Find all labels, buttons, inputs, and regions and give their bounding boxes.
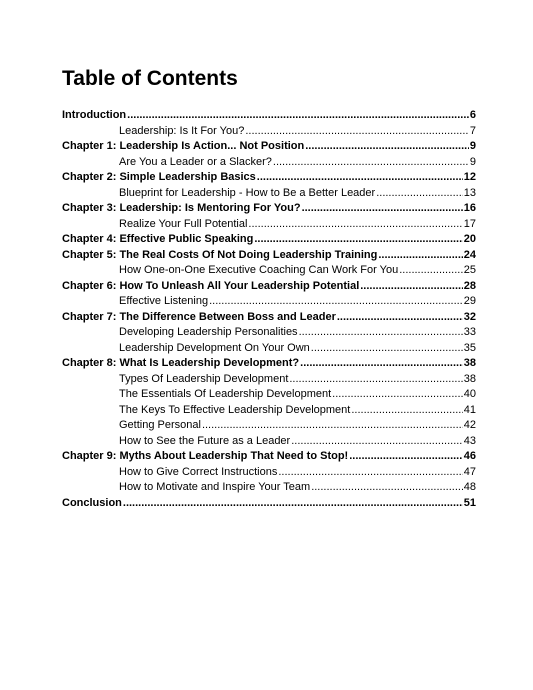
toc-page-number: 9 bbox=[469, 155, 476, 168]
toc-page-number: 33 bbox=[463, 326, 476, 338]
toc-page-number: 40 bbox=[463, 388, 476, 400]
toc-dot-leader bbox=[311, 341, 463, 357]
toc-page-number: 29 bbox=[463, 295, 476, 307]
toc-entry-label: Chapter 8: What Is Leadership Development? bbox=[62, 357, 300, 369]
toc-dot-leader bbox=[127, 108, 469, 124]
toc-page-number: 13 bbox=[463, 186, 476, 199]
toc-entry-label: How One-on-One Executive Coaching Can Work For You bbox=[119, 264, 399, 276]
toc-section-entry bbox=[62, 372, 476, 388]
toc-page-number: 17 bbox=[463, 217, 476, 230]
toc-dot-leader bbox=[273, 155, 469, 171]
toc-entry-label: Getting Personal bbox=[119, 419, 201, 431]
toc-chapter-entry bbox=[62, 496, 476, 512]
toc-entry-label: Developing Leadership Personalities bbox=[119, 326, 298, 338]
toc-chapter-entry bbox=[62, 170, 476, 186]
toc-chapter-entry bbox=[62, 201, 476, 217]
toc-entry-label: Realize Your Full Potential bbox=[119, 217, 248, 230]
toc-section-entry bbox=[62, 263, 476, 279]
toc-page-number: 24 bbox=[463, 248, 476, 261]
toc-page-number: 6 bbox=[469, 109, 476, 121]
toc-section-entry bbox=[62, 186, 476, 202]
toc-section-entry bbox=[62, 465, 476, 481]
toc-chapter-entry bbox=[62, 139, 476, 155]
toc-dot-leader bbox=[360, 279, 463, 295]
toc-dot-leader bbox=[289, 372, 462, 388]
toc-dot-leader bbox=[337, 310, 463, 326]
toc-dot-leader bbox=[300, 356, 463, 372]
toc-dot-leader bbox=[202, 418, 463, 434]
toc-page-number: 12 bbox=[463, 171, 476, 183]
toc-page-number: 48 bbox=[463, 481, 476, 493]
toc-entry-label: The Essentials Of Leadership Development bbox=[119, 388, 332, 400]
toc-entry-label: How to See the Future as a Leader bbox=[119, 434, 291, 447]
toc-chapter-entry bbox=[62, 248, 476, 264]
toc-entry-label: Introduction bbox=[62, 109, 127, 121]
toc-page-number: 38 bbox=[463, 357, 476, 369]
toc-entry-label: Blueprint for Leadership - How to Be a Better Leader bbox=[119, 186, 376, 199]
toc-page-number: 25 bbox=[463, 264, 476, 276]
toc-entry-label: Are You a Leader or a Slacker? bbox=[119, 155, 272, 168]
toc-page-number: 7 bbox=[469, 124, 476, 137]
toc-dot-leader bbox=[302, 201, 463, 217]
toc-entry-label: Leadership: Is It For You? bbox=[119, 124, 245, 137]
toc-dot-leader bbox=[299, 325, 463, 341]
toc-page-number: 16 bbox=[463, 202, 476, 214]
toc-dot-leader bbox=[257, 170, 463, 186]
toc-dot-leader bbox=[376, 186, 463, 202]
toc-section-entry bbox=[62, 480, 476, 496]
toc-section-entry bbox=[62, 325, 476, 341]
toc-page-number: 43 bbox=[463, 434, 476, 447]
table-of-contents bbox=[62, 108, 476, 511]
toc-dot-leader bbox=[278, 465, 462, 481]
toc-section-entry bbox=[62, 418, 476, 434]
toc-page-number: 28 bbox=[463, 279, 476, 292]
toc-entry-label: Chapter 1: Leadership Is Action... Not Position bbox=[62, 140, 305, 152]
toc-entry-label: Chapter 9: Myths About Leadership That Need to Stop! bbox=[62, 450, 349, 462]
toc-entry-label: Chapter 5: The Real Costs Of Not Doing Leadership Training bbox=[62, 248, 378, 261]
toc-page-number: 35 bbox=[463, 341, 476, 354]
toc-dot-leader bbox=[378, 248, 462, 264]
toc-page-number: 32 bbox=[463, 310, 476, 323]
toc-chapter-entry bbox=[62, 356, 476, 372]
toc-entry-label: Chapter 4: Effective Public Speaking bbox=[62, 233, 254, 245]
toc-entry-label: Chapter 6: How To Unleash All Your Leadership Potential bbox=[62, 279, 360, 292]
toc-entry-label: Chapter 2: Simple Leadership Basics bbox=[62, 171, 256, 183]
toc-entry-label: Chapter 7: The Difference Between Boss and Leader bbox=[62, 310, 336, 323]
toc-dot-leader bbox=[248, 217, 462, 233]
toc-dot-leader bbox=[351, 403, 462, 419]
toc-dot-leader bbox=[311, 480, 463, 496]
toc-page-number: 38 bbox=[463, 372, 476, 385]
toc-entry-label: How to Give Correct Instructions bbox=[119, 465, 278, 478]
toc-entry-label: The Keys To Effective Leadership Development bbox=[119, 403, 351, 416]
toc-section-entry bbox=[62, 341, 476, 357]
toc-section-entry bbox=[62, 155, 476, 171]
toc-section-entry bbox=[62, 124, 476, 140]
toc-section-entry bbox=[62, 217, 476, 233]
toc-page-number: 41 bbox=[463, 403, 476, 416]
toc-page-number: 42 bbox=[463, 419, 476, 431]
toc-chapter-entry bbox=[62, 449, 476, 465]
toc-entry-label: Types Of Leadership Development bbox=[119, 372, 289, 385]
toc-entry-label: How to Motivate and Inspire Your Team bbox=[119, 481, 311, 493]
toc-section-entry bbox=[62, 294, 476, 310]
toc-page-number: 9 bbox=[469, 140, 476, 152]
toc-section-entry bbox=[62, 434, 476, 450]
toc-page-number: 20 bbox=[463, 233, 476, 245]
toc-dot-leader bbox=[254, 232, 462, 248]
toc-chapter-entry bbox=[62, 310, 476, 326]
toc-entry-label: Chapter 3: Leadership: Is Mentoring For You? bbox=[62, 202, 301, 214]
toc-dot-leader bbox=[291, 434, 463, 450]
toc-page-number: 51 bbox=[463, 496, 476, 509]
toc-chapter-entry bbox=[62, 232, 476, 248]
toc-dot-leader bbox=[332, 387, 463, 403]
toc-page-number: 47 bbox=[463, 465, 476, 478]
toc-dot-leader bbox=[399, 263, 463, 279]
toc-section-entry bbox=[62, 403, 476, 419]
toc-dot-leader bbox=[123, 496, 463, 512]
toc-dot-leader bbox=[349, 449, 463, 465]
toc-dot-leader bbox=[209, 294, 463, 310]
toc-page-number: 46 bbox=[463, 450, 476, 462]
toc-entry-label: Effective Listening bbox=[119, 295, 209, 307]
toc-entry-label: Conclusion bbox=[62, 496, 122, 509]
toc-section-entry bbox=[62, 387, 476, 403]
toc-chapter-entry bbox=[62, 279, 476, 295]
toc-dot-leader bbox=[245, 124, 469, 140]
page-title: Table of Contents bbox=[62, 67, 238, 90]
toc-chapter-entry bbox=[62, 108, 476, 124]
toc-entry-label: Leadership Development On Your Own bbox=[119, 341, 310, 354]
toc-dot-leader bbox=[305, 139, 469, 155]
